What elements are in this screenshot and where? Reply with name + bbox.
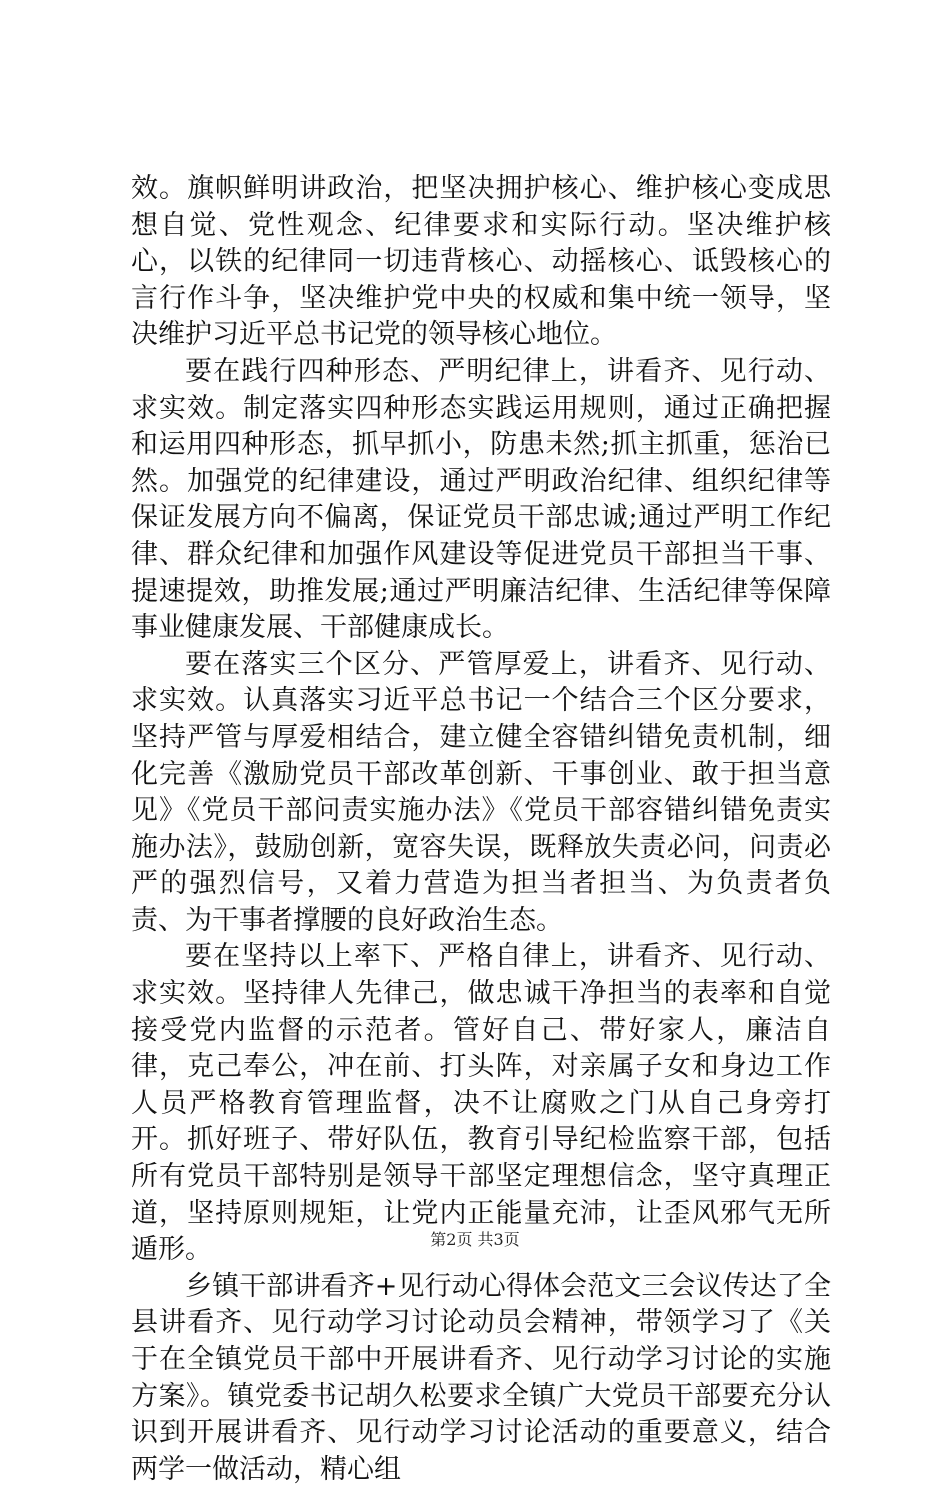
paragraph-four-forms: 要在践行四种形态、严明纪律上，讲看齐、见行动、求实效。制定落实四种形态实践运用规则，通过正确把握和运用四种形态，抓早抓小，防患未然;抓主抓重，惩治已然。加强党的纪律建设，通过严明政治纪律、组织纪律等保证发展方向不偏离，保证党员干部忠诚;通过严明工作纪律、群众纪律和加强作风建设等促进党员干部担当干事、提速提效，助推发展;通过严明廉洁纪律、生活纪律等保障事业健康发展、干部健康成长。	[131, 355, 831, 644]
paragraph-self-discipline: 要在坚持以上率下、严格自律上，讲看齐、见行动、求实效。坚持律人先律己，做忠诚干净担当的表率和自觉接受党内监督的示范者。管好自己、带好家人，廉洁自律，克己奉公，冲在前、打头阵，对亲属子女和身边工作人员严格教育管理监督，决不让腐败之门从自己身旁打开。抓好班子、带好队伍，教育引导纪检监察干部，包括所有党员干部特别是领导干部坚定理想信念，坚守真理正道，坚持原则规矩，让党内正能量充沛，让歪风邪气无所遁形。	[131, 941, 831, 1266]
paragraph-three-distinctions: 要在落实三个区分、严管厚爱上，讲看齐、见行动、求实效。认真落实习近平总书记一个结合三个区分要求，坚持严管与厚爱相结合，建立健全容错纠错免责机制，细化完善《激励党员干部改革创新、干事创业、敢于担当意见》《党员干部问责实施办法》《党员干部容错纠错免责实施办法》，鼓励创新，宽容失误，既释放失责必问，问责必严的强烈信号，又着力营造为担当者担当、为负责者负责、为干事者撑腰的良好政治生态。	[131, 648, 831, 936]
page-number-footer: 第2页 共3页	[430, 1230, 520, 1249]
paragraph-sample-three: 乡镇干部讲看齐+见行动心得体会范文三会议传达了全县讲看齐、见行动学习讨论动员会精神，带领学习了《关于在全镇党员干部中开展讲看齐、见行动学习讨论的实施方案》。镇党委书记胡久松要求全镇广大党员干部要充分认识到开展讲看齐、见行动学习讨论活动的重要意义，结合两学一做活动，精心组	[131, 1270, 831, 1485]
document-body	[131, 171, 831, 1488]
paragraph-continuation: 效。旗帜鲜明讲政治，把坚决拥护核心、维护核心变成思想自觉、党性观念、纪律要求和实际行动。坚决维护核心，以铁的纪律同一切违背核心、动摇核心、诋毁核心的言行作斗争，坚决维护党中央的权威和集中统一领导，坚决维护习近平总书记党的领导核心地位。	[131, 173, 831, 351]
